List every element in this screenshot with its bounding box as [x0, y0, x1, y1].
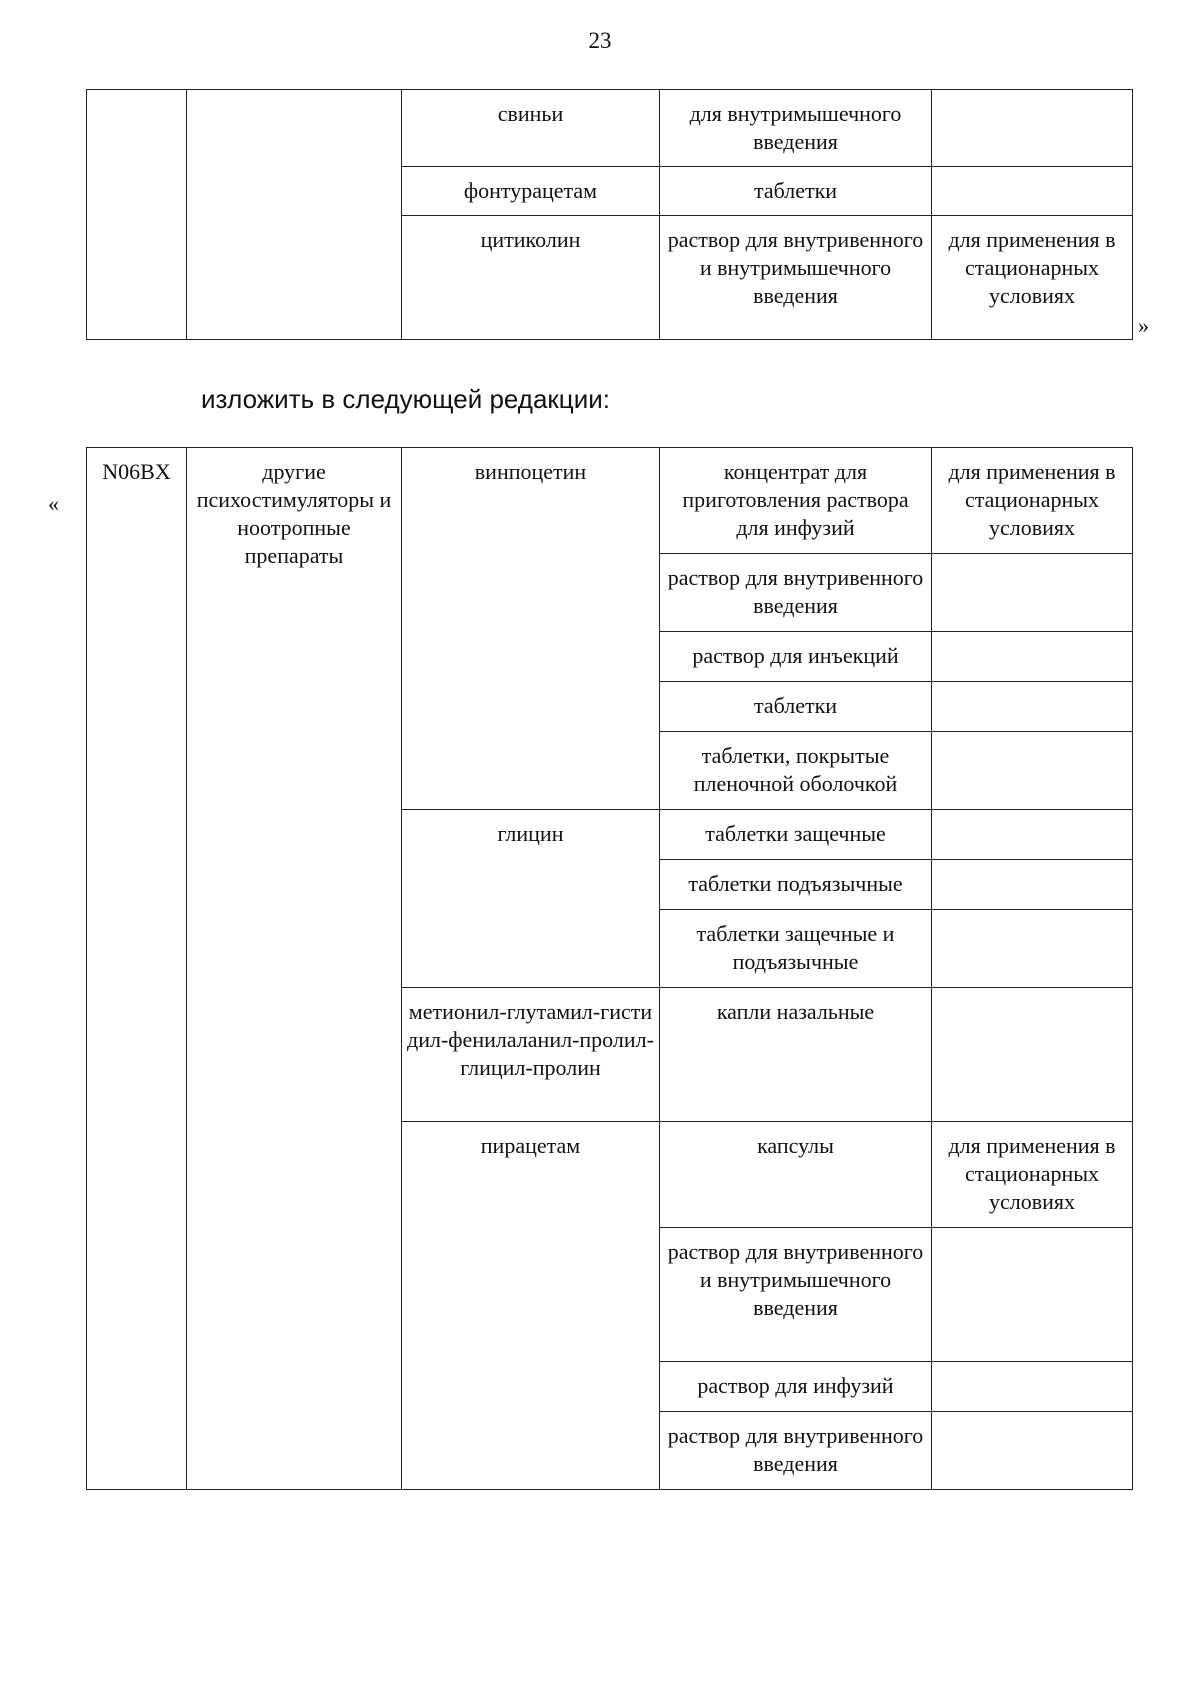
code-cell [87, 90, 187, 340]
table-row [87, 90, 1133, 167]
dosage-form-cell: раствор для внутривенного введения [660, 1412, 932, 1490]
old-table [86, 89, 1133, 340]
note-cell: для применения в стационарных условиях [932, 448, 1133, 554]
dosage-form-cell: для внутримышечного введения [660, 90, 932, 167]
drug-name-cell: фонтурацетам [402, 167, 660, 216]
note-cell [932, 1362, 1133, 1412]
drug-name-cell: пирацетам [402, 1122, 660, 1490]
note-cell: для применения в стационарных условиях [932, 216, 1133, 340]
dosage-form-cell: таблетки защечные [660, 810, 932, 860]
dosage-form-cell: раствор для внутривенного введения [660, 554, 932, 632]
note-cell [932, 1228, 1133, 1362]
dosage-form-cell: раствор для инфузий [660, 1362, 932, 1412]
dosage-form-cell: капли назальные [660, 988, 932, 1122]
dosage-form-cell: раствор для внутривенного и внутримышечного введения [660, 216, 932, 340]
drug-name-cell: свиньи [402, 90, 660, 167]
table-row [87, 448, 1133, 554]
note-cell [932, 860, 1133, 910]
drug-name-cell: метионил-глутамил-гистидил-фенилаланил-пролил-глицил-пролин [402, 988, 660, 1122]
dosage-form-cell: таблетки подъязычные [660, 860, 932, 910]
dosage-form-cell: концентрат для приготовления раствора для инфузий [660, 448, 932, 554]
note-cell [932, 988, 1133, 1122]
dosage-form-cell: капсулы [660, 1122, 932, 1228]
drug-name-cell: глицин [402, 810, 660, 988]
dosage-form-cell: раствор для инъекций [660, 632, 932, 682]
drug-name-cell: винпоцетин [402, 448, 660, 810]
dosage-form-cell: таблетки защечные и подъязычные [660, 910, 932, 988]
closing-quote: » [1138, 313, 1149, 338]
opening-quote: « [48, 491, 59, 516]
note-cell [932, 1412, 1133, 1490]
note-cell [932, 632, 1133, 682]
note-cell [932, 810, 1133, 860]
note-cell [932, 167, 1133, 216]
atc-code-cell: N06BX [87, 448, 187, 1490]
dosage-form-cell: таблетки [660, 167, 932, 216]
instruction-text: изложить в следующей редакции: [201, 384, 610, 414]
dosage-form-cell: таблетки, покрытые пленочной оболочкой [660, 732, 932, 810]
note-cell [932, 682, 1133, 732]
group-name-cell: другие психостимуляторы и ноотропные препараты [187, 448, 402, 1490]
note-cell [932, 554, 1133, 632]
page-number: 23 [588, 28, 612, 53]
note-cell [932, 732, 1133, 810]
group-cell [187, 90, 402, 340]
new-table [86, 447, 1133, 1490]
drug-name-cell: цитиколин [402, 216, 660, 340]
note-cell: для применения в стационарных условиях [932, 1122, 1133, 1228]
dosage-form-cell: таблетки [660, 682, 932, 732]
dosage-form-cell: раствор для внутривенного и внутримышечного введения [660, 1228, 932, 1362]
note-cell [932, 90, 1133, 167]
note-cell [932, 910, 1133, 988]
